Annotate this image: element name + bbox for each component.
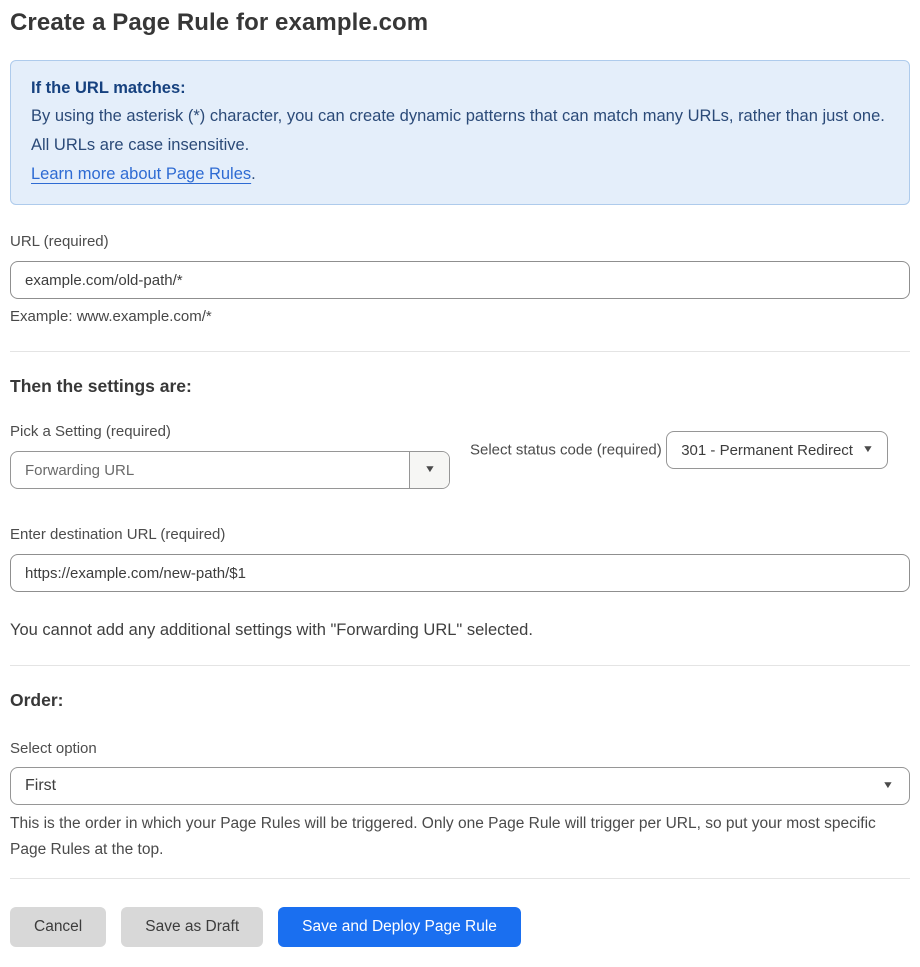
- pick-setting-dropdown[interactable]: [10, 451, 450, 489]
- order-select-label: Select option: [10, 740, 97, 757]
- settings-section-heading: Then the settings are:: [10, 376, 192, 396]
- divider: [10, 878, 910, 879]
- url-match-info-box: [10, 60, 910, 205]
- order-help-text: This is the order in which your Page Rules will be triggered. Only one Page Rule will trigger per URL, so put your most specific Page Rules at the top.: [10, 815, 876, 858]
- url-input[interactable]: [10, 261, 910, 299]
- caret-down-icon: ▼: [423, 464, 436, 475]
- info-box-link-line: [31, 160, 889, 189]
- info-box-heading: If the URL matches:: [31, 79, 186, 97]
- save-and-deploy-button[interactable]: Save and Deploy Page Rule: [278, 907, 521, 947]
- destination-url-input[interactable]: [10, 554, 910, 592]
- pick-setting-column: [10, 422, 450, 489]
- page-title: Create a Page Rule for example.com: [10, 9, 429, 36]
- cancel-button[interactable]: Cancel: [10, 907, 106, 947]
- caret-down-icon: ▼: [861, 444, 875, 455]
- pick-setting-label: Pick a Setting (required): [10, 423, 171, 440]
- divider: [10, 665, 910, 666]
- form-actions: [10, 907, 910, 947]
- destination-url-label: Enter destination URL (required): [10, 526, 226, 543]
- forwarding-url-note: You cannot add any additional settings with "Forwarding URL" selected.: [10, 621, 533, 639]
- divider: [10, 351, 910, 352]
- url-field-label: URL (required): [10, 233, 109, 250]
- pick-setting-value: Forwarding URL: [25, 461, 135, 479]
- pick-setting-caret-button[interactable]: [409, 452, 449, 488]
- status-code-label: Select status code (required): [470, 441, 662, 459]
- url-example-helper: Example: www.example.com/*: [10, 308, 212, 325]
- learn-more-page-rules-link[interactable]: Learn more about Page Rules: [31, 165, 252, 183]
- link-period: .: [251, 165, 256, 183]
- status-code-column: [470, 422, 888, 469]
- order-value: First: [25, 777, 57, 794]
- status-code-dropdown[interactable]: [666, 431, 888, 469]
- settings-row: [10, 422, 910, 489]
- order-dropdown[interactable]: [10, 767, 910, 805]
- caret-down-icon: ▼: [881, 780, 895, 791]
- status-code-value: 301 - Permanent Redirect: [681, 441, 853, 459]
- info-box-body: By using the asterisk (*) character, you can create dynamic patterns that can match many URLs, rather than just one. All URLs are case insensitive.: [31, 107, 885, 154]
- order-section-heading: Order:: [10, 690, 64, 710]
- save-as-draft-button[interactable]: Save as Draft: [121, 907, 263, 947]
